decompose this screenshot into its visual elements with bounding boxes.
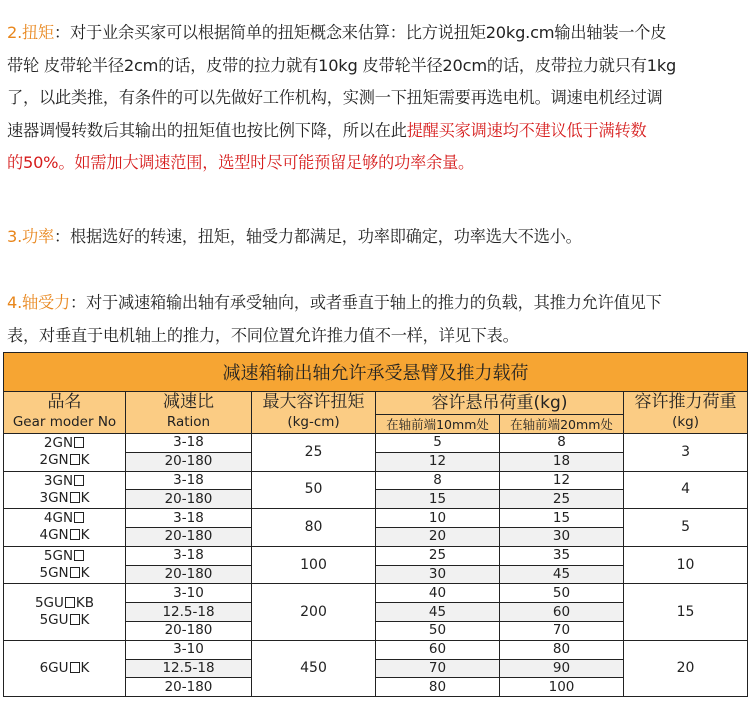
header-ratio-en: Ration [166,414,211,430]
ratio-cell: 3-10 [126,584,252,603]
header-torque-unit: (kg-cm) [287,414,340,430]
model-suffix: K [80,527,90,544]
hang-10mm-cell: 45 [376,603,500,622]
hang-20mm-cell: 60 [500,603,624,622]
table-body [4,434,748,697]
torque-cell: 100 [252,546,376,584]
ratio-cell: 3-18 [126,546,252,565]
torque-cell: 80 [252,509,376,547]
hang-20mm-cell: 12 [500,471,624,490]
header-model-cn: 品名 [47,392,82,412]
header-hang-load: 容许悬吊荷重(kg) [376,392,624,415]
hang-10mm-cell: 30 [376,565,500,584]
hang-20mm-cell: 80 [500,640,624,659]
hang-10mm-cell: 50 [376,621,500,640]
model-cell [4,546,126,584]
torque-cell: 450 [252,640,376,696]
placeholder-box-icon [74,437,84,448]
thrust-cell: 5 [624,509,748,547]
hang-10mm-cell: 12 [376,452,500,471]
thrust-cell: 15 [624,584,748,640]
placeholder-box-icon [65,597,75,608]
torque-highlight-inline: 提醒买家调速均不建议低于满转数 [406,120,647,140]
model-suffix: K [80,489,90,506]
hang-10mm-cell: 8 [376,471,500,490]
shaft-load-line-2: 表，对垂直于电机轴上的推力，不同位置允许推力值不一样，详见下表。 [7,325,519,345]
table-row [4,509,748,528]
model-name: 5GU [39,612,69,629]
torque-highlight-line: 的50%。如需加大调速范围，选型时尽可能预留足够的功率余量。 [7,153,475,172]
table-title: 减速箱输出轴允许承受悬臂及推力载荷 [4,353,748,392]
torque-cell: 50 [252,471,376,509]
hang-10mm-cell: 60 [376,640,500,659]
hang-20mm-cell: 100 [500,678,624,697]
header-thrust-cn: 容许推力荷重 [634,392,737,412]
heading-shaft-load: 4.轴受力 [7,293,71,312]
model-suffix: K [80,659,90,676]
torque-line-2: 带轮 皮带轮半径2cm的话，皮带的拉力就有10kg 皮带轮半径20cm的话，皮带拉力就只有1kg [7,55,677,75]
table-row [4,546,748,565]
ratio-cell: 3-18 [126,434,252,453]
hang-10mm-cell: 40 [376,584,500,603]
ratio-cell: 3-18 [126,509,252,528]
header-torque-cn: 最大容许扭矩 [262,392,365,412]
load-table [3,352,748,697]
placeholder-box-icon [74,512,84,523]
hang-20mm-cell: 8 [500,434,624,453]
paragraph-shaft-load [7,287,747,352]
header-torque [252,392,376,434]
model-suffix: K [80,565,90,582]
hang-20mm-cell: 90 [500,659,624,678]
hang-10mm-cell: 20 [376,527,500,546]
model-suffix: K [80,452,90,469]
ratio-cell: 20-180 [126,490,252,509]
model-name: 3GN [43,472,74,489]
torque-cell: 25 [252,434,376,472]
ratio-cell: 12.5-18 [126,603,252,622]
torque-line-3: 了，以此类推，有条件的可以先做好工作机构，实测一下扭矩需要再选电机。调速电机经过调 [7,88,663,107]
model-name: 5GU [34,595,64,612]
header-thrust [624,392,748,434]
model-name: 5GN [43,548,74,565]
hang-20mm-cell: 18 [500,452,624,471]
hang-20mm-cell: 70 [500,621,624,640]
hang-20mm-cell: 25 [500,490,624,509]
heading-torque: 2.扭矩 [7,23,55,42]
torque-line-1: ：对于业余买家可以根据简单的扭矩概念来估算：比方说扭矩20kg.cm输出轴装一个皮 [54,23,667,42]
hang-20mm-cell: 30 [500,527,624,546]
model-name: 2GN [43,435,74,452]
hang-10mm-cell: 25 [376,546,500,565]
placeholder-box-icon [74,550,84,561]
ratio-cell: 20-180 [126,621,252,640]
model-name: 5GN [39,565,69,582]
hang-10mm-cell: 10 [376,509,500,528]
placeholder-box-icon [70,492,80,503]
header-ratio-cn: 减速比 [163,392,214,412]
model-cell [4,584,126,640]
model-name: 4GN [39,527,69,544]
header-ratio [126,392,252,434]
thrust-cell: 3 [624,434,748,472]
hang-20mm-cell: 50 [500,584,624,603]
paragraph-power [7,221,747,254]
header-hang-10mm: 在轴前端10mm处 [376,415,500,434]
table-row [4,640,748,659]
ratio-cell: 20-180 [126,678,252,697]
ratio-cell: 3-18 [126,471,252,490]
thrust-cell: 20 [624,640,748,696]
heading-power: 3.功率 [7,227,55,246]
placeholder-box-icon [70,529,80,540]
placeholder-box-icon [74,475,84,486]
model-name: 6GU [39,659,69,676]
header-hang-20mm: 在轴前端20mm处 [500,415,624,434]
power-text: ：根据选好的转速，扭矩，轴受力都满足，功率即确定，功率选大不选小。 [54,227,582,246]
table-row [4,434,748,453]
model-cell [4,471,126,509]
header-model-en: Gear moder No [12,414,117,430]
ratio-cell: 20-180 [126,565,252,584]
torque-line-4: 速器调慢转数后其输出的扭矩值也按比例下降，所以在此 [7,120,407,140]
model-name: 3GN [39,489,69,506]
placeholder-box-icon [70,454,80,465]
hang-20mm-cell: 45 [500,565,624,584]
hang-20mm-cell: 35 [500,546,624,565]
placeholder-box-icon [70,567,80,578]
ratio-cell: 3-10 [126,640,252,659]
model-name: 2GN [39,452,69,469]
ratio-cell: 20-180 [126,527,252,546]
ratio-cell: 12.5-18 [126,659,252,678]
header-model [4,392,126,434]
model-cell [4,434,126,472]
model-cell [4,640,126,696]
hang-20mm-cell: 15 [500,509,624,528]
torque-cell: 200 [252,584,376,640]
table-row [4,584,748,603]
placeholder-box-icon [70,662,80,673]
paragraph-torque [7,17,747,180]
hang-10mm-cell: 5 [376,434,500,453]
table-row [4,471,748,490]
header-thrust-unit: (kg) [672,414,699,430]
hang-10mm-cell: 70 [376,659,500,678]
placeholder-box-icon [70,614,80,625]
model-name: 4GN [43,510,74,527]
thrust-cell: 10 [624,546,748,584]
shaft-load-line-1: ：对于减速箱输出轴有承受轴向，或者垂直于轴上的推力的负载，其推力允许值见下 [70,293,662,312]
model-cell [4,509,126,547]
thrust-cell: 4 [624,471,748,509]
hang-10mm-cell: 15 [376,490,500,509]
ratio-cell: 20-180 [126,452,252,471]
model-suffix: K [80,612,90,629]
model-suffix: KB [75,595,95,612]
hang-10mm-cell: 80 [376,678,500,697]
